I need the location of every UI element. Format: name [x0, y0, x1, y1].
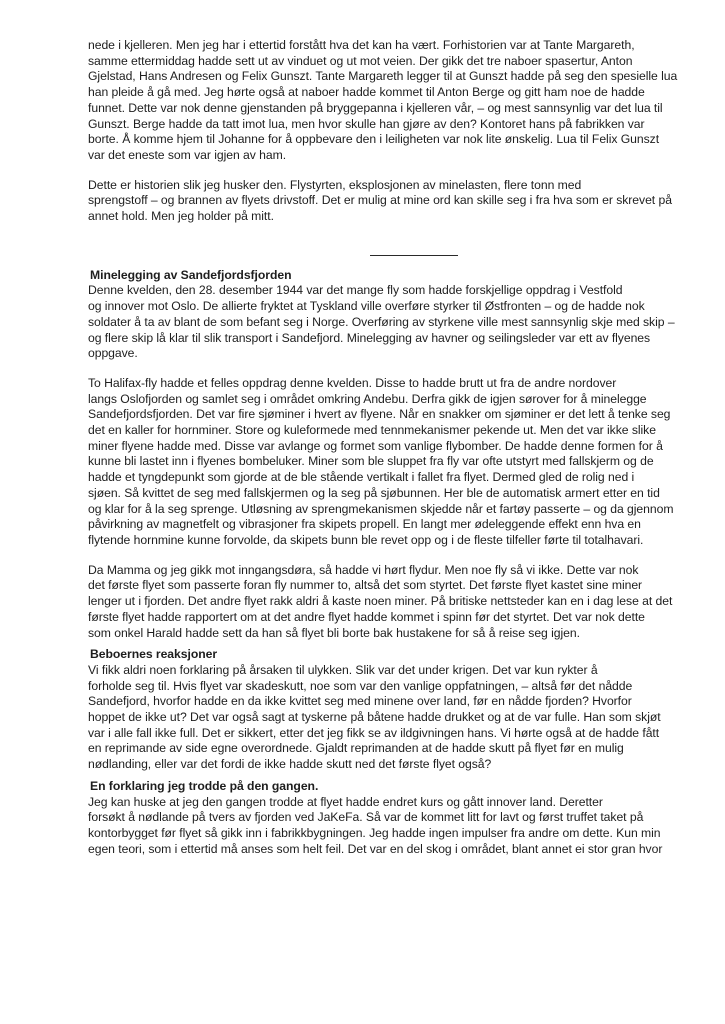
- paragraph-explanation-1: Jeg kan huske at jeg den gangen trodde at flyet hadde endret kurs og gått innover land. Deretter forsøkt å nødlande på tvers av fjorden ved JaKeFa. Så var de kommet litt for lavt og først truffet taket på kontorbygget før flyet så gikk inn i fabrikkbygningen. Jeg hadde ingen impulser fra andre om dette. Kun min egen teori, som i ettertid må anses som helt feil. Det var en del skog i området, blant annet ei stor gran hvor: [88, 794, 663, 856]
- paragraph-intro-2: Dette er historien slik jeg husker den. Flystyrten, eksplosjonen av minelasten, flere tonn med sprengstoff – og brannen av flyets drivstoff. Det er mulig at mine ord kan skille seg i fra hva som er skrevet på annet hold. Men jeg holder på mitt.: [88, 177, 672, 224]
- paragraph-mine-2: To Halifax-fly hadde et felles oppdrag denne kvelden. Disse to hadde brutt ut fra de andre nordover langs Oslofjorden og samlet seg i området omkring Andebu. Derfra gikk de igjen sørover for å minelegge Sandefjordsfjorden. Det var fire sjøminer i hvert av flyene. Når en snakker om sjøminer er det lett å tenke seg det en kaller for hornminer. Store og kuleformede med tennmekanismer pekende ut. Men det var ikke slike miner flyene hadde med. Disse var avlange og formet som vanlige flybomber. De hadde denne formen for å kunne bli lastet inn i flyenes bombeluker. Miner som ble sluppet fra fly var ofte utstyrt med fallskjerm og de hadde et tyngdepunkt som gjorde at de ble stående vertikalt i fallet fra flyet. Dermed gled de rolig ned i sjøen. Så kvittet de seg med fallskjermen og la seg på sjøbunnen. Her ble de automatisk armert etter en tid og klar for å la seg sprenge. Utløsning av sprengmekanismen skjedde når et fartøy passerte – og da gjennom påvirkning av magnetfelt og vibrasjoner fra skipets propell. En langt mer ødeleggende effekt enn hva en flytende hornmine kunne forvolde, da skipets bunn ble revet opp og i de fleste tilfeller førte til totalhavari.: [88, 375, 674, 547]
- paragraph-mine-3: Da Mamma og jeg gikk mot inngangsdøra, så hadde vi hørt flydur. Men noe fly så vi ikke. Dette var nok det første flyet som passerte foran fly nummer to, altså det som styrtet. Det første flyet kastet sine miner lenger ut i fjorden. Det andre flyet rakk aldri å kaste noen miner. På britiske nettsteder kan en i dag lese at det første flyet hadde rapportert om at det andre flyet hadde kommet i spinn før det styrtet. Det var nok dette som onkel Harald hadde sett da han så flyet bli borte bak hustakene for så å reise seg igjen.: [88, 562, 673, 640]
- paragraph-reactions-1: Vi fikk aldri noen forklaring på årsaken til ulykken. Slik var det under krigen. Det var kun rykter å forholde seg til. Hvis flyet var skadeskutt, noe som var den vanlige oppfatningen, – altså før det nådde Sandefjord, hvorfor hadde en da ikke kvittet seg med minene over land, før en nådde fjorden? Hvorfor hoppet de ikke ut? Det var også sagt at tyskerne på båtene hadde drukket og at de var fulle. Han som skjøt var i alle fall ikke full. Det er sikkert, etter det jeg fikk se av ildgivningen hans. Vi hørte også at de hadde fått en reprimande av side egne overordnede. Gjaldt reprimanden at de hadde skutt på flyet før en mulig nødlanding, eller var det fordi de ikke hadde skutt ned det første flyet også?: [88, 662, 661, 772]
- paragraph-intro-1: nede i kjelleren. Men jeg har i ettertid forstått hva det kan ha vært. Forhistorien var at Tante Margareth, samme ettermiddag hadde sett ut av vinduet og ut mot veien. Der gikk det tre naboer spasertur, Anton Gjelstad, Hans Andresen og Felix Gunszt. Tante Margareth legger til at Gunszt hadde på seg den spesielle lua han pleide å gå med. Jeg hørte også at naboer hadde kommet til Anton Berge og gitt ham noe de hadde funnet. Dette var nok denne gjenstanden på bryggepanna i kjelleren vår, – og mest sannsynlig var det lua til Gunszt. Berge hadde da tatt imot lua, men hvor skulle han gjøre av den? Kontoret hans på fabrikken var borte. Å komme hjem til Johanne for å oppbevare den i leiligheten var nok lite ønskelig. Lua til Felix Gunszt var det eneste som var igjen av ham.: [88, 38, 678, 162]
- section-divider: [370, 255, 458, 256]
- section-heading-forklaring: En forklaring jeg trodde på den gangen.: [90, 778, 319, 793]
- section-heading-beboernes-reaksjoner: Beboernes reaksjoner: [90, 647, 218, 662]
- document-page: [88, 38, 688, 857]
- section-heading-minelegging: Minelegging av Sandefjordsfjorden: [90, 267, 292, 282]
- paragraph-mine-1: Denne kvelden, den 28. desember 1944 var det mange fly som hadde forskjellige oppdrag i Vestfold og innover mot Oslo. De allierte fryktet at Tyskland ville overføre styrker til Østfronten – og de hadde nok soldater å ta av blant de som befant seg i Norge. Overføring av styrkene ville mest sannsynlig skje med skip – og flere skip lå klar til slik transport i Sandefjord. Minelegging av havner og seilingsleder var ett av flyenes oppgave.: [88, 283, 675, 361]
